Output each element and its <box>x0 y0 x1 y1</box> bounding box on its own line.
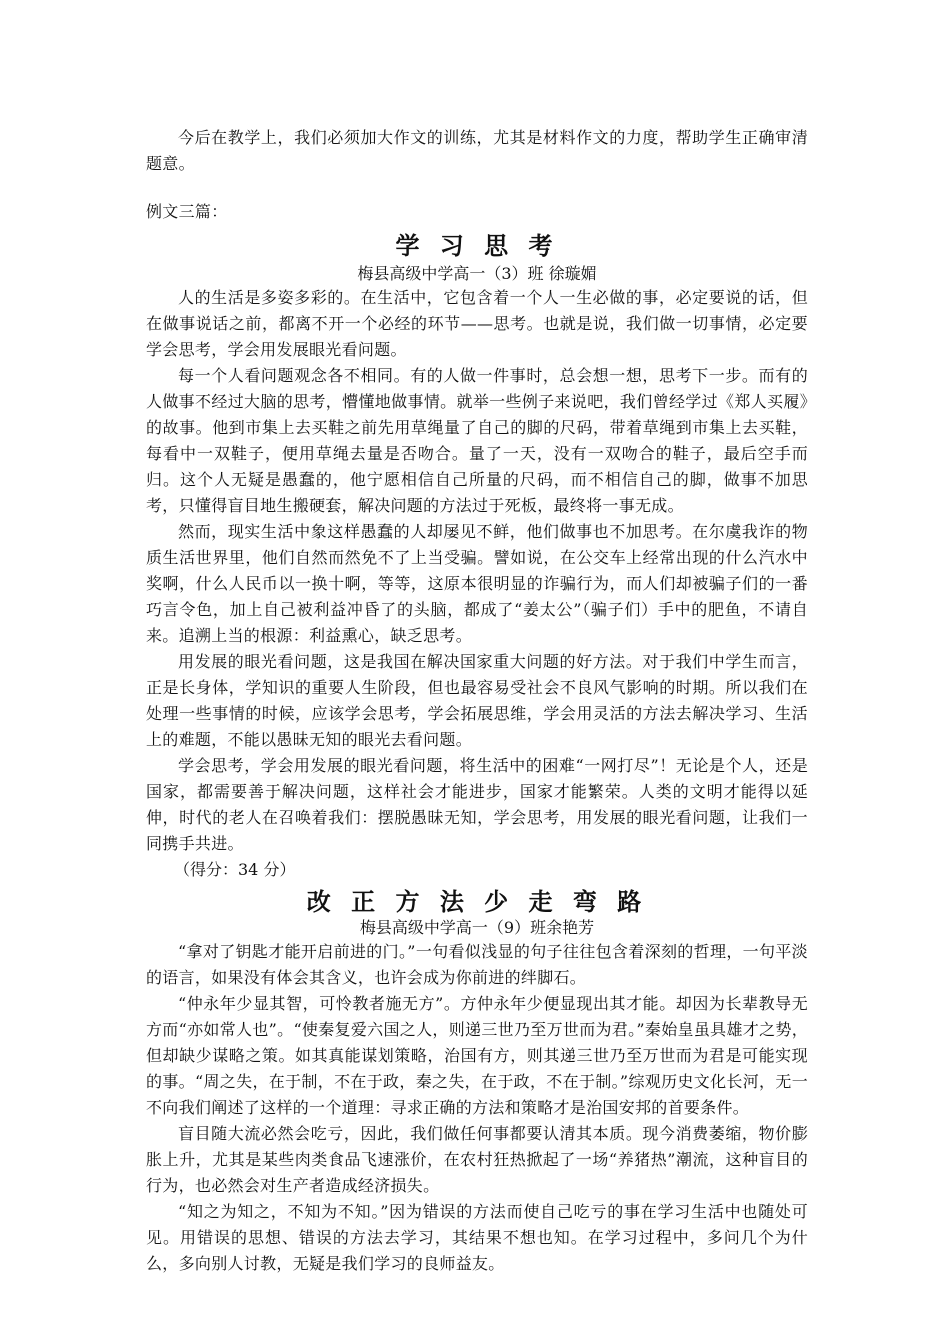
essay1-title: 学 习 思 考 <box>395 232 559 260</box>
essay2-body <box>146 939 808 1277</box>
examples-heading: 例文三篇： <box>146 202 228 221</box>
essay1-paragraph-5: 学会思考，学会用发展的眼光看问题，将生活中的困难“一网打尽”！无论是个人，还是国家，都需要善于解决问题，这样社会才能进步，国家才能繁荣。人类的文明才能得以延伸，时代的老人在召唤着我们：摆脱愚昧无知，学会思考，用发展的眼光看问题，让我们一同携手共进。 <box>146 756 808 853</box>
essay2-byline: 梅县高级中学高一（9）班余艳芳 <box>359 918 595 937</box>
essay1-paragraph-2: 每一个人看问题观念各不相同。有的人做一件事时，总会想一想，思考下一步。而有的人做事不经过大脑的思考，懵懂地做事情。就举一些例子来说吧，我们曾经学过《郑人买履》的故事。他到市集上去买鞋之前先用草绳量了自己的脚的尺码，带着草绳到市集上去买鞋，每看中一双鞋子，便用草绳去量是否吻合。量了一天，没有一双吻合的鞋子，最后空手而归。这个人无疑是愚蠢的，他宁愿相信自己所量的尺码，而不相信自己的脚，做事不加思考，只懂得盲目地生搬硬套，解决问题的方法过于死板，最终将一事无成。 <box>146 366 808 515</box>
essay2-paragraph-4: “知之为知之，不知为不知。”因为错误的方法而使自己吃亏的事在学习生活中也随处可见。用错误的思想、错误的方法去学习，其结果不想也知。在学习过程中，多问几个为什么，多向别人讨教，无疑是我们学习的良师益友。 <box>146 1202 808 1273</box>
document-page <box>146 0 808 1277</box>
essay1-paragraph-1: 人的生活是多姿多彩的。在生活中，它包含着一个人一生必做的事，必定要说的话，但在做事说话之前，都离不开一个必经的环节——思考。也就是说，我们做一切事情，必定要学会思考，学会用发展眼光看问题。 <box>146 288 808 359</box>
essay1-body <box>146 285 808 857</box>
essay1-paragraph-3: 然而，现实生活中象这样愚蠢的人却屡见不鲜，他们做事也不加思考。在尔虞我诈的物质生活世界里，他们自然而然免不了上当受骗。譬如说，在公交车上经常出现的什么汽水中奖啊，什么人民币以一换十啊，等等，这原本很明显的诈骗行为，而人们却被骗子们的一番巧言令色，加上自己被利益冲昏了的头脑，都成了“姜太公”（骗子们）手中的肥鱼，不请自来。追溯上当的根源：利益熏心，缺乏思考。 <box>146 522 808 645</box>
essay1-byline: 梅县高级中学高一（3）班 徐璇媚 <box>357 264 597 283</box>
essay2-paragraph-1: “拿对了钥匙才能开启前进的门。”一句看似浅显的句子往往包含着深刻的哲理，一句平淡的语言，如果没有体会其含义，也许会成为你前进的绊脚石。 <box>146 942 808 987</box>
essay2-paragraph-2: “仲永年少显其智，可怜教者施无方”。方仲永年少便显现出其才能。却因为长辈教导无方而“亦如常人也”。“使秦复爱六国之人，则递三世乃至万世而为君。”秦始皇虽具雄才之势，但却缺少谋略之策。如其真能谋划策略，治国有方，则其递三世乃至万世而为君是可能实现的事。“周之失，在于制，不在于政，秦之失，在于政，不在于制。”综观历史文化长河，无一不向我们阐述了这样的一个道理：寻求正确的方法和策略才是治国安邦的首要条件。 <box>146 994 808 1117</box>
essay1-score: （得分：34 分） <box>174 860 296 879</box>
essay2-title: 改 正 方 法 少 走 弯 路 <box>306 888 648 916</box>
intro-paragraph: 今后在教学上，我们必须加大作文的训练，尤其是材料作文的力度，帮助学生正确审清题意。 <box>146 128 808 173</box>
essay2-paragraph-3: 盲目随大流必然会吃亏，因此，我们做任何事都要认清其本质。现今消费萎缩，物价膨胀上升，尤其是某些肉类食品飞速涨价，在农村狂热掀起了一场“养猪热”潮流，这种盲目的行为，也必然会对生产者造成经济损失。 <box>146 1124 808 1195</box>
essay1-paragraph-4: 用发展的眼光看问题，这是我国在解决国家重大问题的好方法。对于我们中学生而言，正是长身体，学知识的重要人生阶段，但也最容易受社会不良风气影响的时期。所以我们在处理一些事情的时候，应该学会思考，学会拓展思维，学会用灵活的方法去解决学习、生活上的难题，不能以愚昧无知的眼光去看问题。 <box>146 652 808 749</box>
